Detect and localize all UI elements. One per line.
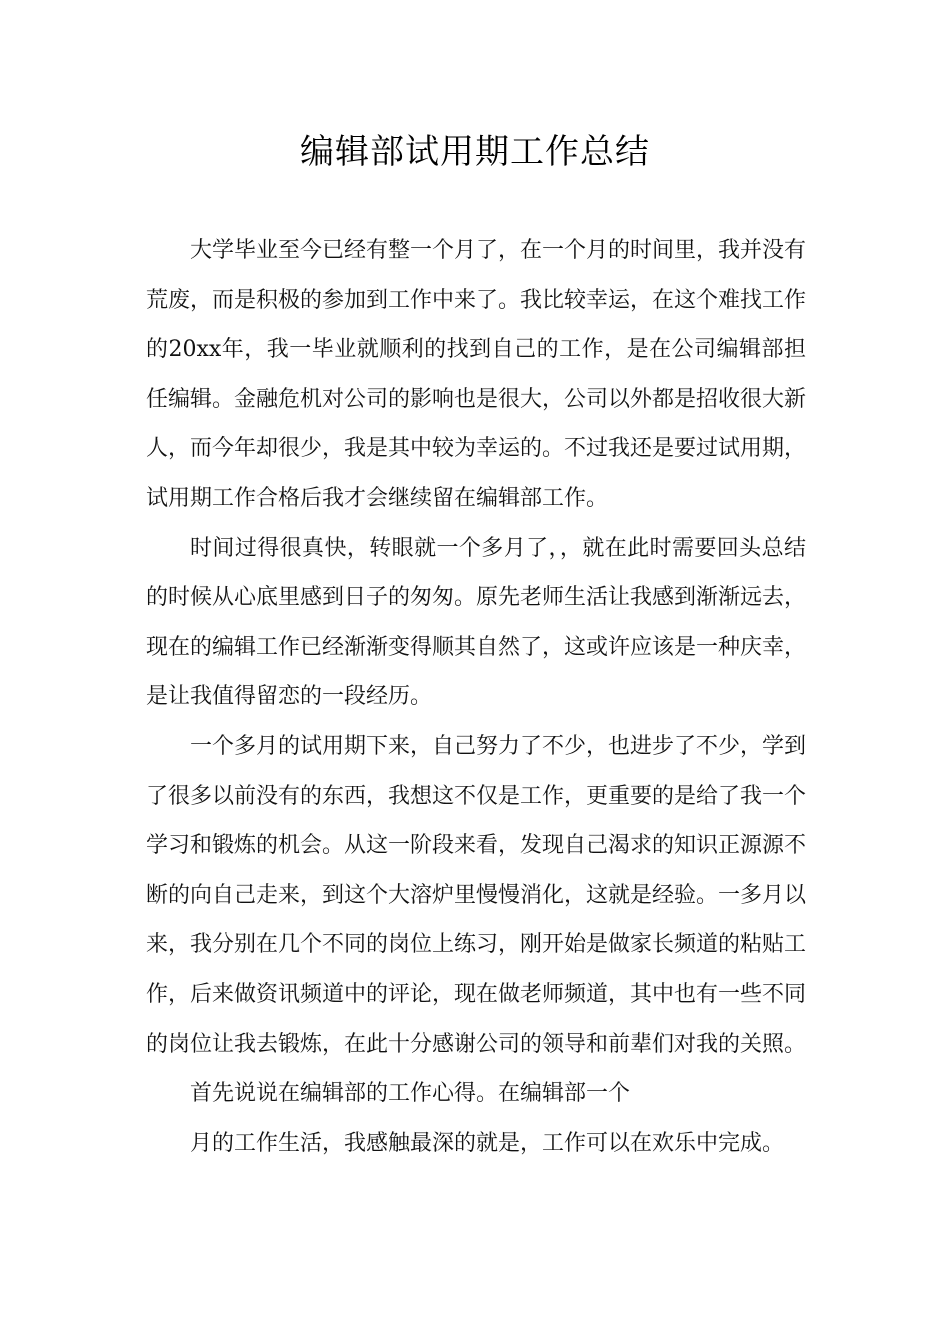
paragraph-5: 月的工作生活，我感触最深的就是，工作可以在欢乐中完成。	[190, 1130, 785, 1156]
paragraph-1: 大学毕业至今已经有整一个月了，在一个月的时间里，我并没有荒废，而是积极的参加到工作中来了。我比较幸运，在这个难找工作的20xx年，我一毕业就顺利的找到自己的工作，是在公司编辑部担任编辑。金融危机对公司的影响也是很大，公司以外都是招收很大新人，而今年却很少，我是其中较为幸运的。不过我还是要过试用期，试用期工作合格后我才会继续留在编辑部工作。	[146, 238, 807, 511]
document-body	[146, 226, 806, 1168]
paragraph-4: 首先说说在编辑部的工作心得。在编辑部一个	[190, 1081, 631, 1107]
paragraph-3: 一个多月的试用期下来，自己努力了不少，也进步了不少，学到了很多以前没有的东西，我想这不仅是工作，更重要的是给了我一个学习和锻炼的机会。从这一阶段来看，发现自己渴求的知识正源源不断的向自己走来，到这个大溶炉里慢慢消化，这就是经验。一多月以来，我分别在几个不同的岗位上练习，刚开始是做家长频道的粘贴工作，后来做资讯频道中的评论，现在做老师频道，其中也有一些不同的岗位让我去锻炼，在此十分感谢公司的领导和前辈们对我的关照。	[146, 733, 807, 1057]
paragraph-2: 时间过得很真快，转眼就一个多月了，，就在此时需要回头总结的时候从心底里感到日子的匆匆。原先老师生活让我感到渐渐远去，现在的编辑工作已经渐渐变得顺其自然了，这或许应该是一种庆幸，是让我值得留恋的一段经历。	[146, 535, 807, 710]
document-title: 编辑部试用期工作总结	[300, 132, 650, 172]
